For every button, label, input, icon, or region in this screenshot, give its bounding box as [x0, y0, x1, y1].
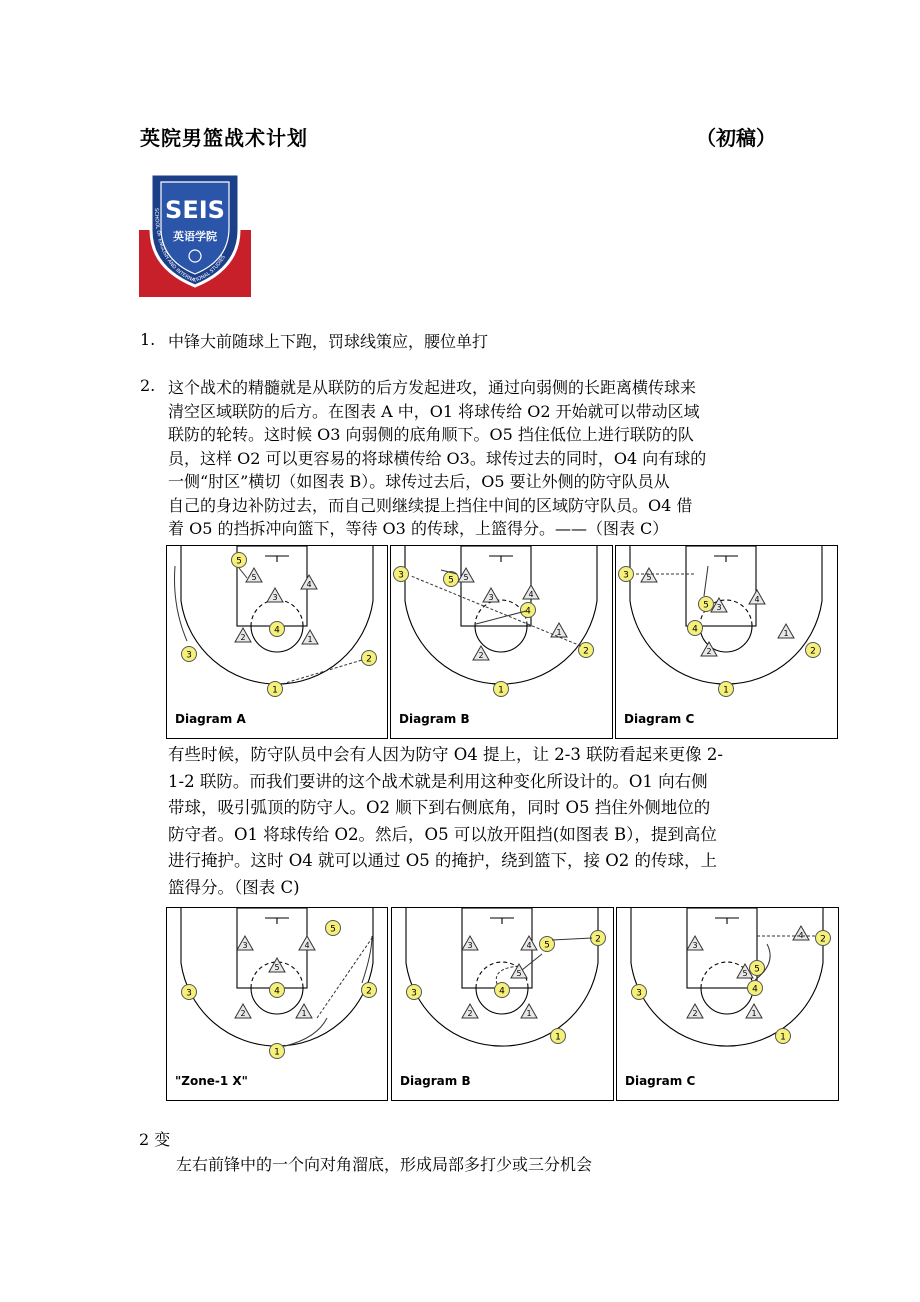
three-point-line [630, 546, 822, 684]
item2-line: 着 O5 的挡拆冲向篮下，等待 O3 的传球，上篮得分。——（图表 C） [168, 519, 669, 538]
movement-arrow [552, 938, 592, 940]
draft-label: （初稿） [696, 126, 776, 150]
player-number: 5 [448, 575, 454, 586]
logo-name-text: 英语学院 [173, 230, 217, 243]
player-number: 3 [398, 570, 404, 581]
section2-heading: 2 变 [139, 1130, 171, 1149]
player-number: 5 [330, 924, 336, 935]
court-diagram-zone [167, 908, 387, 1100]
defender-number: 5 [274, 963, 280, 972]
item2-number: 2. [140, 376, 156, 395]
player-number: 5 [703, 600, 709, 611]
diagram-a [166, 545, 388, 739]
player-number: 3 [411, 988, 417, 999]
diagram-c2 [616, 907, 839, 1101]
paint-lane [686, 546, 756, 626]
paragraph-line: 防守者。O1 将球传给 O2。然后，O5 可以放开阻挡(如图表 B），提到高位 [168, 824, 717, 844]
diagram-c [615, 545, 838, 739]
player-number: 4 [752, 984, 758, 995]
defender-number: 2 [467, 1009, 473, 1018]
defender-number: 1 [783, 629, 789, 638]
paragraph-line: 篮得分。（图表 C) [168, 877, 300, 897]
three-point-line [181, 908, 373, 1046]
defender-number: 3 [467, 941, 473, 950]
court-diagram-b2 [392, 908, 613, 1100]
item1-number: 1. [140, 330, 156, 349]
defender-number: 5 [516, 969, 522, 978]
diagram-label: Diagram A [175, 712, 246, 726]
defender-number: 5 [463, 573, 469, 582]
paragraph-line: 1-2 联防。而我们要讲的这个战术就是利用这种变化所设计的。O1 向右侧 [168, 771, 708, 791]
defender-number: 2 [692, 1009, 698, 1018]
diagram-label: Diagram C [624, 712, 695, 726]
paint-lane [461, 546, 534, 626]
player-number: 2 [366, 986, 372, 997]
item2-line: 自己的身边补防过去，而自己则继续提上挡住中间的区域防守队员。O4 借 [168, 495, 693, 515]
player-number: 2 [810, 646, 816, 657]
player-number: 1 [555, 1032, 561, 1043]
defender-number: 3 [716, 603, 722, 612]
player-number: 1 [498, 685, 504, 696]
defender-number: 5 [742, 969, 748, 978]
three-point-line [405, 546, 597, 684]
defender-number: 3 [488, 593, 494, 602]
item1-text: 中锋大前随球上下跑，罚球线策应，腰位单打 [168, 332, 489, 351]
item2-line: 联防的轮转。这时候 O3 向弱侧的底角顺下。O5 挡住低位上进行联防的队 [168, 425, 694, 444]
item2-line: 一侧“肘区”横切（如图表 B）。球传过去后，O5 要让外侧的防守队员从 [168, 472, 670, 491]
item2-line: 这个战术的精髓就是从联防的后方发起进攻，通过向弱侧的长距离横传球来 [168, 378, 697, 397]
diagram-b [390, 545, 613, 739]
item2-line: 员，这样 O2 可以更容易的将球横传给 O3。球传过去的同时，O4 向有球的 [168, 448, 707, 468]
diagram-label: "Zone-1 X" [175, 1074, 248, 1088]
player-number: 5 [544, 940, 550, 951]
player-number: 4 [692, 624, 698, 635]
player-number: 4 [274, 625, 280, 636]
player-number: 5 [754, 964, 760, 975]
item2-line: 清空区域联防的后方。在图表 A 中，O1 将球传给 O2 开始就可以带动区域 [168, 401, 700, 421]
defender-number: 2 [240, 633, 246, 642]
movement-arrow [282, 660, 362, 684]
player-number: 4 [274, 986, 280, 997]
item2-text [168, 376, 788, 541]
court-diagram-c2 [617, 908, 838, 1100]
court-diagram-a [167, 546, 387, 738]
defender-number: 1 [526, 1009, 532, 1018]
defender-number: 1 [751, 1009, 757, 1018]
movement-arrow [704, 566, 708, 596]
diagram-label: Diagram C [625, 1074, 696, 1088]
paint-lane [237, 546, 307, 626]
defender-number: 4 [526, 941, 532, 950]
paragraph-line: 有些时候，防守队员中会有人因为防守 O4 提上，让 2-3 联防看起来更像 2- [168, 745, 723, 764]
free-throw-arc [701, 988, 753, 1014]
court-diagram-b [391, 546, 612, 738]
defender-number: 4 [306, 580, 312, 589]
defender-number: 2 [706, 647, 712, 656]
player-number: 3 [636, 988, 642, 999]
three-point-line [631, 908, 823, 1046]
logo-ring-text: SCHOOL OF ENGLISH AND INTERNATIONAL STUDIES [152, 208, 227, 285]
player-number: 5 [236, 556, 242, 567]
player-number: 1 [723, 685, 729, 696]
logo-brand-text: SEIS [165, 196, 225, 224]
player-number: 2 [366, 654, 372, 665]
paragraph-3 [168, 742, 788, 901]
defender-number: 1 [307, 635, 313, 644]
defender-number: 4 [754, 595, 760, 604]
defender-number: 5 [646, 573, 652, 582]
paragraph-line: 进行掩护。这时 O4 就可以通过 O5 的掩护，绕到篮下，接 O2 的传球，上 [168, 851, 718, 870]
defender-number: 3 [272, 593, 278, 602]
player-number: 3 [186, 650, 192, 661]
player-number: 1 [274, 1047, 280, 1058]
movement-arrow [411, 576, 581, 646]
defender-number: 1 [556, 628, 562, 637]
three-point-line [406, 908, 598, 1046]
movement-arrow [239, 568, 247, 578]
court-diagram-c [616, 546, 837, 738]
diagram-zone-1x [166, 907, 388, 1101]
player-number: 4 [525, 606, 531, 617]
three-point-line [181, 546, 373, 684]
page-title: 英院男篮战术计划 [140, 126, 308, 150]
defender-number: 2 [240, 1009, 246, 1018]
diagram-label: Diagram B [400, 1074, 471, 1088]
player-number: 2 [583, 646, 589, 657]
section2-text: 左右前锋中的一个向对角溜底，形成局部多打少或三分机会 [176, 1155, 593, 1174]
player-number: 4 [499, 986, 505, 997]
defender-number: 5 [251, 573, 257, 582]
defender-number: 3 [242, 941, 248, 950]
seis-logo [139, 168, 251, 297]
defender-number: 2 [478, 651, 484, 660]
diagram-b2 [391, 907, 614, 1101]
paragraph-line: 带球，吸引弧顶的防守人。O2 顺下到右侧底角，同时 O5 挡住外侧地位的 [168, 798, 711, 817]
defender-number: 4 [528, 590, 534, 599]
player-number: 1 [272, 685, 278, 696]
defender-number: 3 [692, 941, 698, 950]
defender-number: 4 [798, 931, 804, 940]
player-number: 2 [595, 934, 601, 945]
free-throw-arc [475, 626, 527, 652]
defender-number: 1 [301, 1009, 307, 1018]
player-number: 2 [820, 934, 826, 945]
diagram-label: Diagram B [399, 712, 470, 726]
player-number: 1 [780, 1032, 786, 1043]
defender-number: 4 [304, 941, 310, 950]
player-number: 3 [623, 570, 629, 581]
player-number: 3 [186, 988, 192, 999]
